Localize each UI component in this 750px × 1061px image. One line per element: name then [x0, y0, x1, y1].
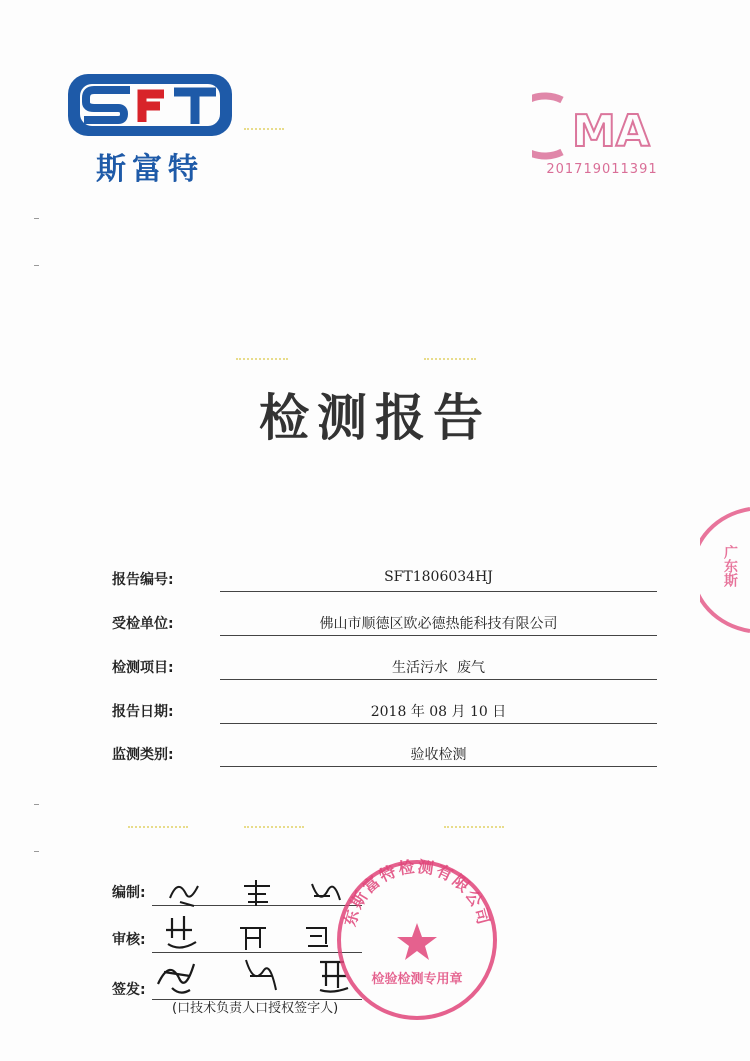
reviewed-by-label: 审核: [112, 932, 146, 948]
info-value: SFT1806034HJ [384, 569, 493, 585]
underline [220, 591, 657, 592]
margin-tick [34, 851, 39, 852]
compiled-by-label: 编制: [112, 885, 146, 901]
decor-dots [236, 358, 288, 362]
info-value: 佛山市顺德区欧必德热能科技有限公司 [319, 616, 558, 632]
edge-seal-text: 广东斯 [722, 545, 738, 587]
compiled-signature [164, 872, 354, 912]
margin-tick [34, 218, 39, 219]
info-row-inspected-unit [112, 611, 657, 637]
info-value: 2018 年 08 月 10 日 [370, 704, 507, 720]
company-logo [66, 70, 234, 187]
cma-certification-mark [532, 90, 672, 185]
edge-seal [700, 505, 750, 635]
info-row-report-date [112, 699, 657, 725]
info-label: 报告日期: [112, 704, 174, 720]
info-row-monitoring-type [112, 742, 657, 768]
signature-role-note: (口技术负责人口授权签字人) [172, 1001, 339, 1016]
info-label: 监测类别: [112, 747, 174, 763]
issued-by-label: 签发: [112, 982, 146, 998]
svg-text:东斯富特检测有限公司 [340, 857, 493, 928]
logo-name: 斯富特 [96, 152, 204, 187]
margin-tick [34, 265, 39, 266]
decor-dots [444, 826, 504, 830]
edge-seal-stamp-icon [700, 505, 750, 635]
seal-arc-text: 东斯富特检测有限公司 [340, 856, 494, 929]
cma-logo-icon [532, 90, 672, 162]
official-seal [332, 855, 502, 1025]
decor-dots [244, 826, 304, 830]
info-value: 验收检测 [410, 747, 467, 763]
issued-signature [150, 950, 360, 1000]
sft-logo-mark [66, 70, 234, 144]
document-title: 检测报告 [259, 389, 491, 447]
underline [220, 723, 657, 724]
underline [220, 766, 657, 767]
info-label: 受检单位: [112, 616, 174, 632]
cma-number: 201719011391 [546, 162, 658, 177]
decor-dots [128, 826, 188, 830]
underline [220, 679, 657, 680]
info-label: 报告编号: [112, 572, 174, 588]
cma-letters: MA [572, 106, 650, 157]
info-row-test-items [112, 655, 657, 681]
seal-sub-text: 检验检测专用章 [371, 972, 463, 987]
info-label: 检测项目: [112, 660, 174, 676]
decor-dots [244, 128, 284, 132]
margin-tick [34, 804, 39, 805]
seal-stamp-icon [332, 855, 502, 1025]
info-row-report-number [112, 567, 657, 593]
info-value: 生活污水 废气 [392, 660, 485, 676]
underline [220, 635, 657, 636]
decor-dots [424, 358, 476, 362]
